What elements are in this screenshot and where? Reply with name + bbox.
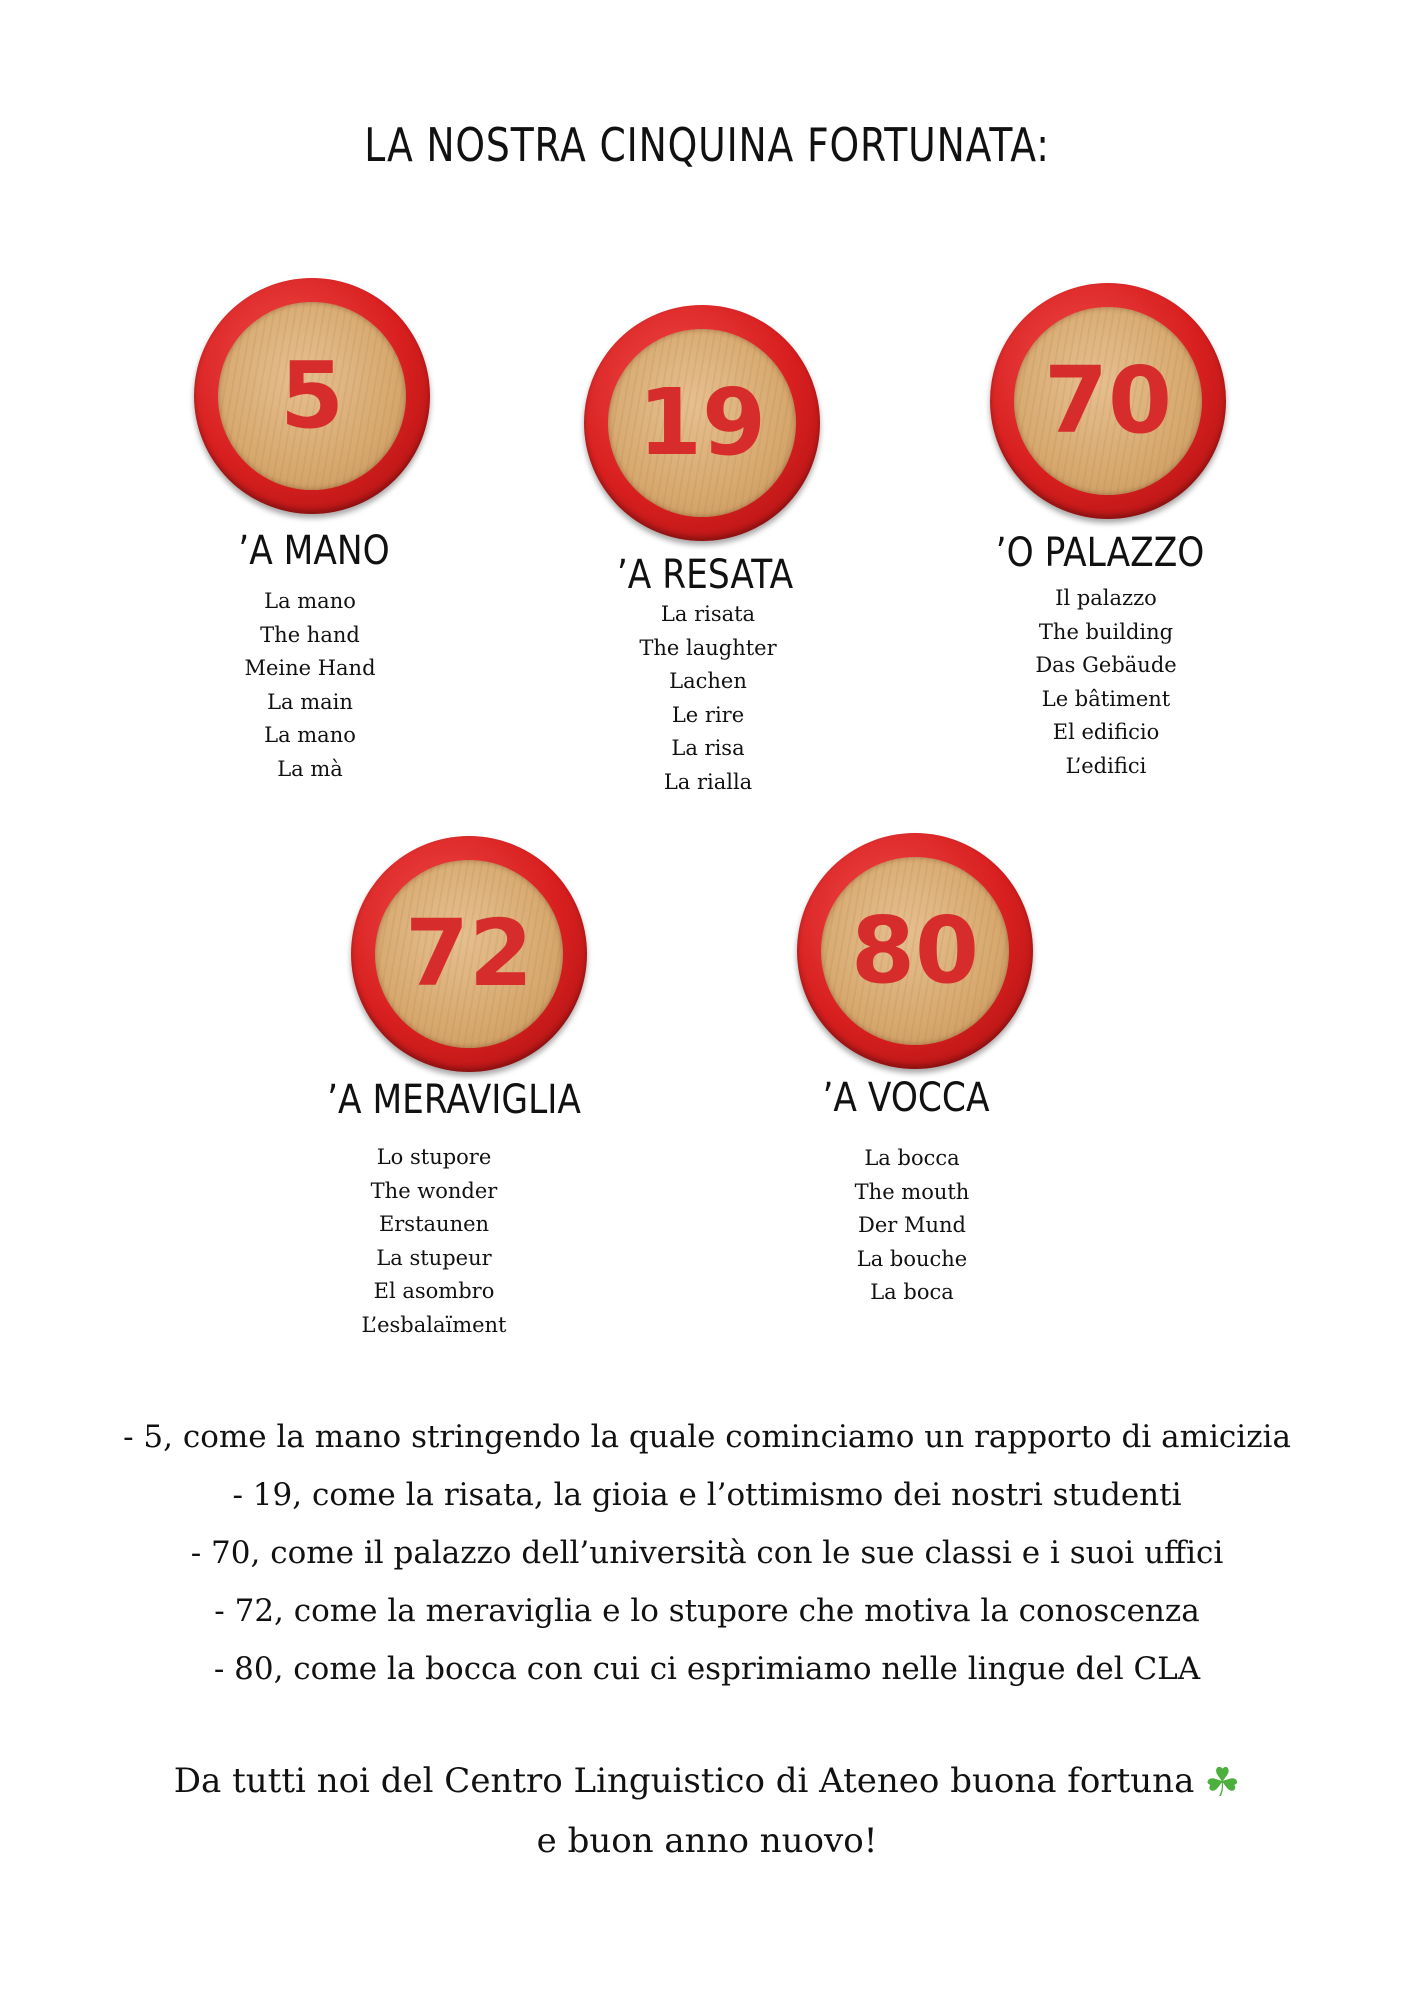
translation-item: L’edifici <box>1065 753 1147 778</box>
translation-item: La mano <box>264 589 356 613</box>
translation-item: Der Mund <box>858 1213 966 1237</box>
wood-disc <box>375 860 563 1048</box>
four-leaf-clover-icon: ☘ <box>1204 1760 1241 1806</box>
translation-item: Meine Hand <box>244 656 376 680</box>
translation-item: Le bâtiment <box>1041 686 1171 711</box>
token-72 <box>351 836 587 1072</box>
translation-item: Erstaunen <box>378 1212 490 1236</box>
translations-list <box>568 598 848 799</box>
token-number: 72 <box>404 900 534 1007</box>
translation-item: Das Gebäude <box>1035 653 1177 677</box>
token-number: 19 <box>637 369 767 476</box>
token-number: 80 <box>850 897 980 1004</box>
page-title: LA NOSTRA CINQUINA FORTUNATA: <box>364 118 1050 172</box>
translation-item: Il palazzo <box>1055 586 1157 610</box>
translation-item: The mouth <box>854 1179 970 1204</box>
translation-item: The hand <box>260 622 360 647</box>
heading-a-vocca: ’A VOCCA <box>822 1075 990 1121</box>
translation-item: La bouche <box>856 1246 968 1271</box>
translation-item: La stupeur <box>376 1245 492 1270</box>
explanation-item: - 80, come la bocca con cui ci esprimiamo nelle lingue del CLA <box>213 1651 1201 1687</box>
translation-item: The laughter <box>639 635 777 660</box>
explanation-item: - 19, come la risata, la gioia e l’ottimismo dei nostri studenti <box>232 1477 1182 1513</box>
token-number: 70 <box>1043 347 1173 454</box>
token-5 <box>194 278 430 514</box>
explanation-item: - 5, come la mano stringendo la quale cominciamo un rapporto di amicizia <box>123 1419 1291 1455</box>
closing-line-2: e buon anno nuovo! <box>536 1821 878 1861</box>
wood-disc <box>608 329 796 517</box>
heading-a-meraviglia: ’A MERAVIGLIA <box>327 1077 581 1123</box>
wood-disc <box>1014 307 1202 495</box>
closing-line-1 <box>0 1752 1414 1812</box>
translation-item: Lo stupore <box>376 1145 492 1169</box>
translation-item: El asombro <box>373 1279 495 1303</box>
translations-list <box>772 1142 1052 1310</box>
translations-list <box>966 582 1246 783</box>
translations-list <box>170 585 450 786</box>
translation-item: The building <box>1038 619 1174 644</box>
heading-a-mano: ’A MANO <box>238 528 390 574</box>
translation-item: The wonder <box>370 1178 498 1203</box>
explanation-item: - 70, come il palazzo dell’università con le sue classi e i suoi uffici <box>190 1535 1224 1571</box>
explanation-item: - 72, come la meraviglia e lo stupore che motiva la conoscenza <box>214 1593 1200 1629</box>
token-19 <box>584 305 820 541</box>
translation-item: La mano <box>264 723 356 747</box>
translation-item: Le rire <box>671 702 745 727</box>
translation-item: Lachen <box>669 669 747 693</box>
translation-item: La rialla <box>663 769 753 794</box>
translation-item: El edificio <box>1052 720 1160 744</box>
translation-item: La risa <box>671 736 745 760</box>
token-70 <box>990 283 1226 519</box>
wood-disc <box>821 857 1009 1045</box>
translation-item: La mà <box>277 756 343 781</box>
wood-disc <box>218 302 406 490</box>
translations-list <box>294 1141 574 1342</box>
closing-text: Da tutti noi del Centro Linguistico di Ateneo buona fortuna <box>173 1761 1195 1801</box>
closing-message <box>0 1752 1414 1870</box>
translation-item: La boca <box>870 1280 954 1304</box>
explanations-list <box>0 1408 1414 1698</box>
heading-o-palazzo: ’O PALAZZO <box>995 530 1205 576</box>
token-number: 5 <box>279 342 344 449</box>
translation-item: La bocca <box>864 1146 960 1170</box>
translation-item: L’esbalaïment <box>361 1312 507 1337</box>
translation-item: La risata <box>660 602 756 626</box>
translation-item: La main <box>267 689 353 714</box>
heading-a-resata: ’A RESATA <box>616 552 794 598</box>
token-80 <box>797 833 1033 1069</box>
